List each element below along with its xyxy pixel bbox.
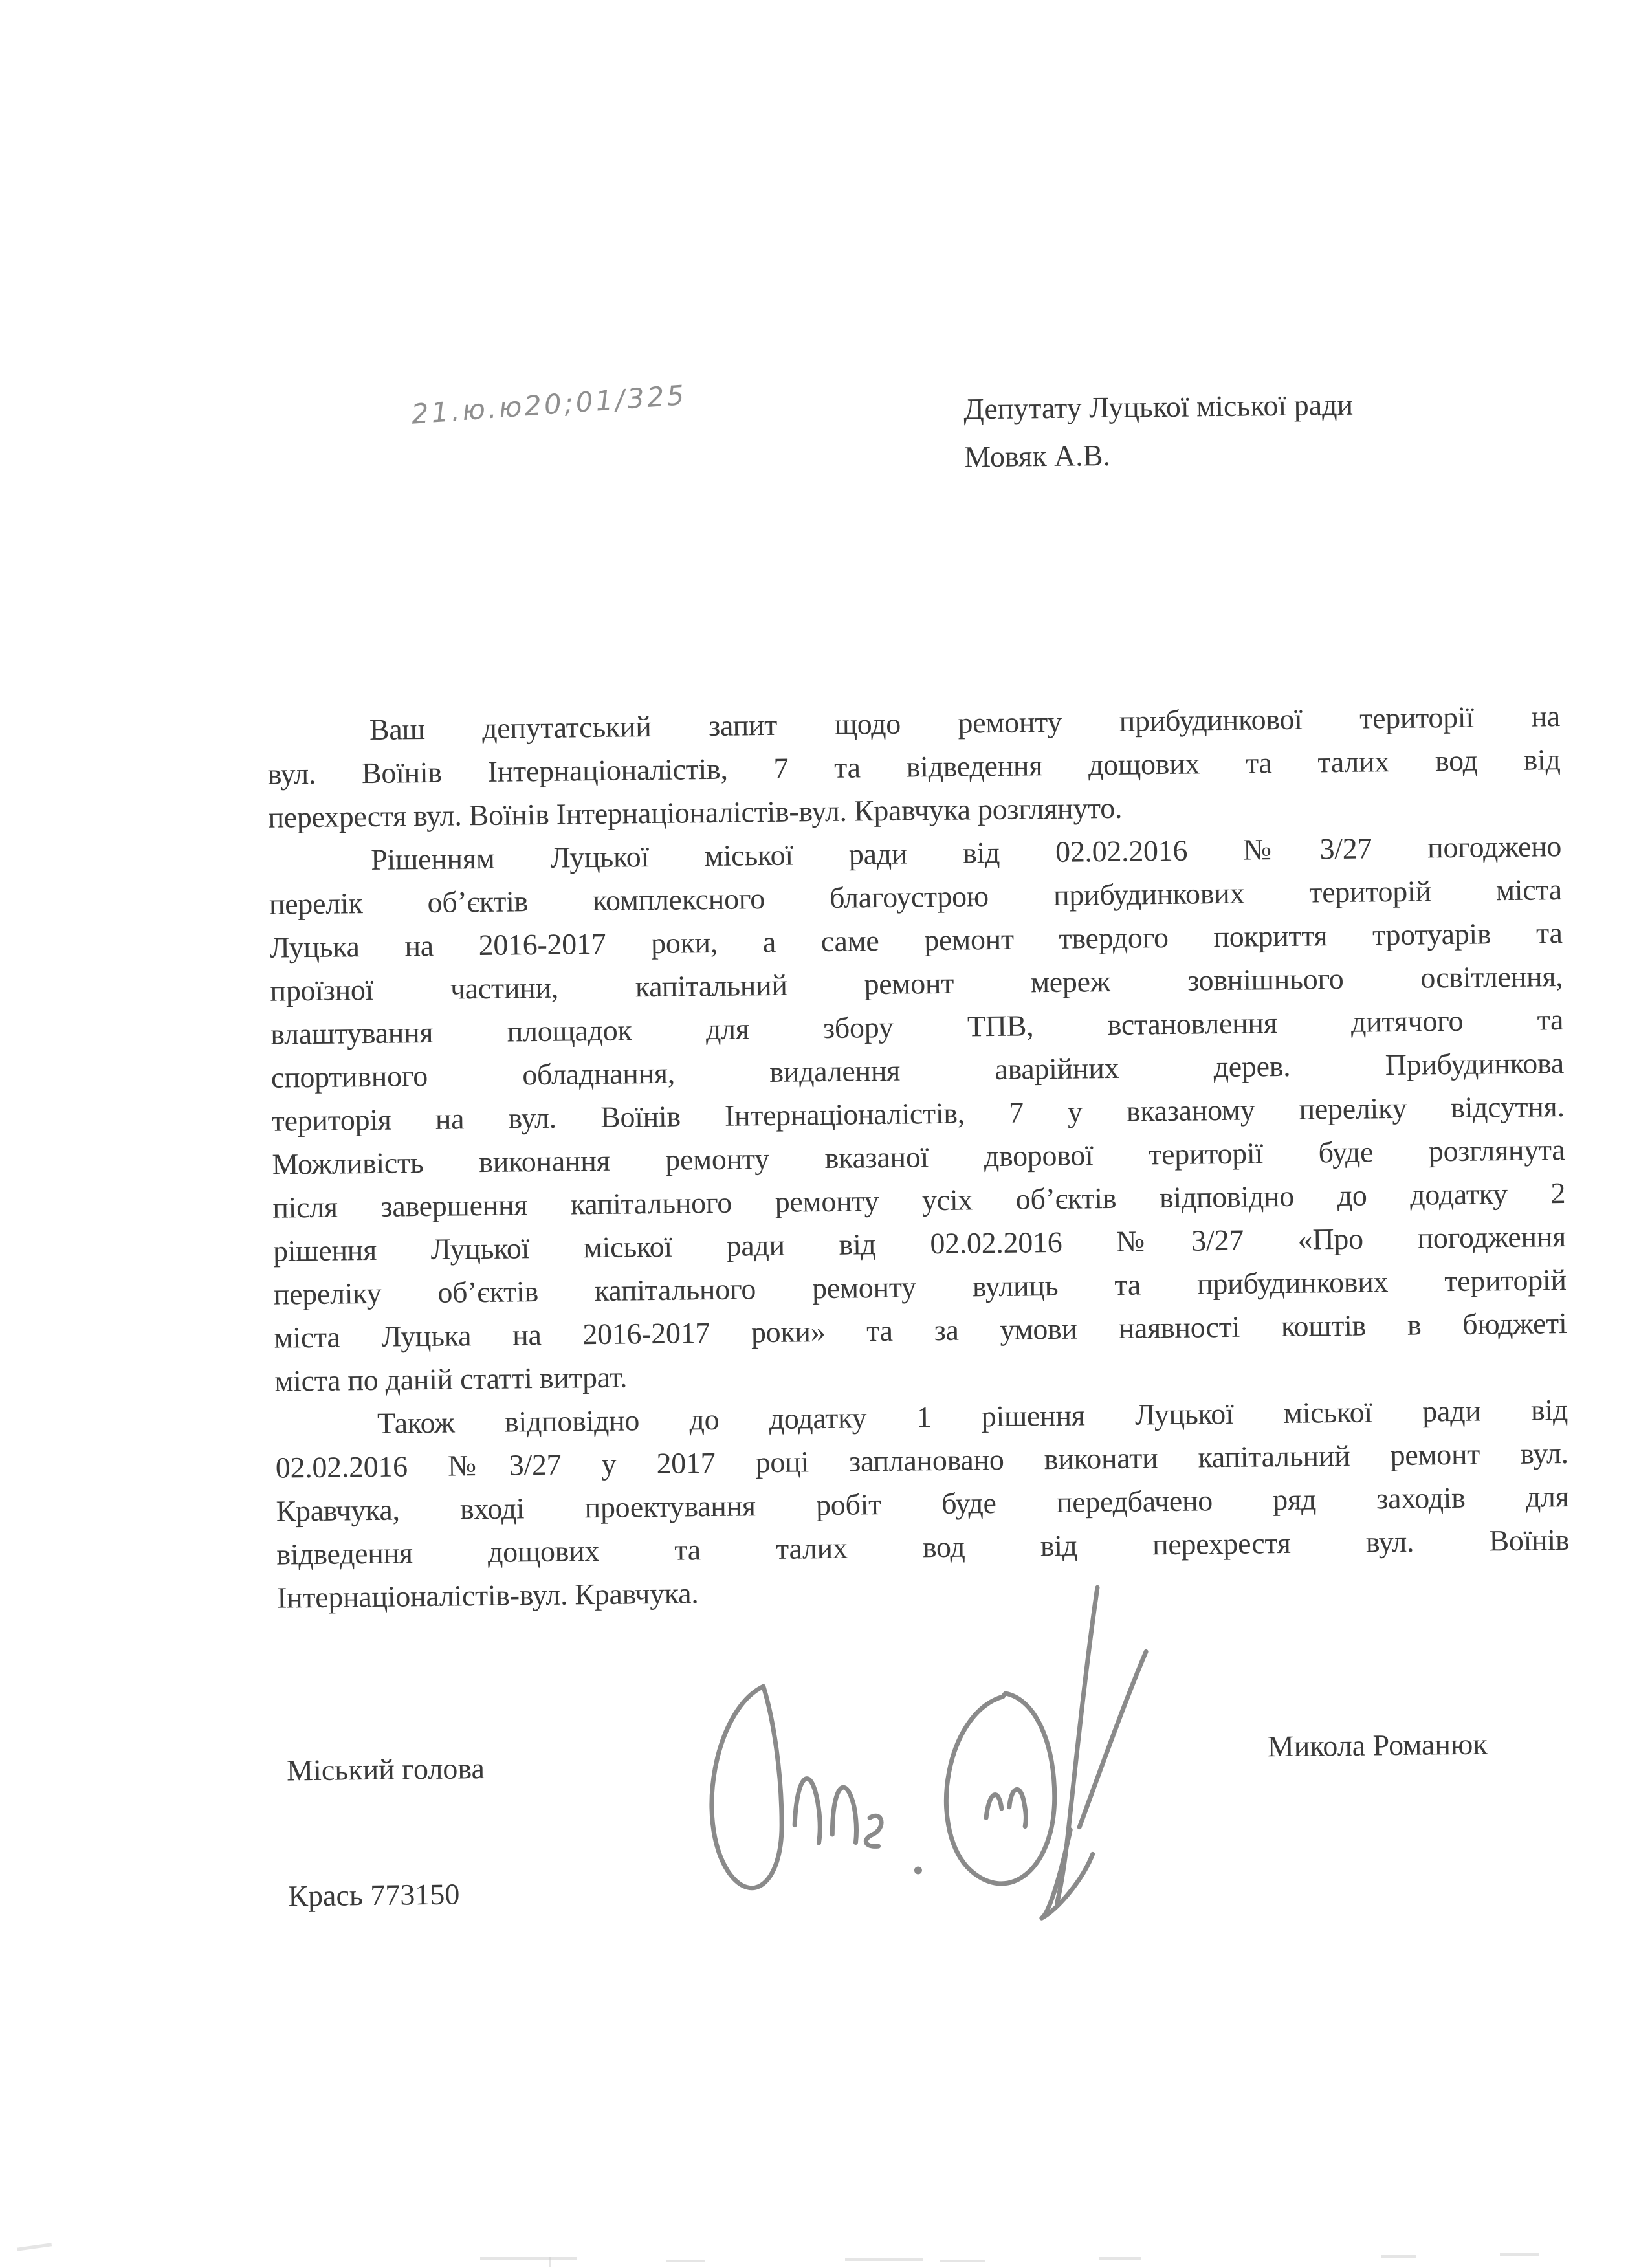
- scan-artifact: [1500, 2253, 1539, 2256]
- paragraph: [269, 824, 1568, 1403]
- text-line: міста Луцька на 2016-2017 роки» та за умови наявності коштів в бюджеті: [274, 1306, 1567, 1354]
- scan-artifact: [1099, 2257, 1141, 2260]
- text-line: спортивного обладнання, видалення аварійних дерев. Прибудинкова: [270, 1046, 1565, 1094]
- text-line: проїзної частини, капітальний ремонт мереж зовнішнього освітлення,: [270, 960, 1563, 1007]
- scan-artifact: [480, 2257, 577, 2260]
- text-line: Можливість виконання ремонту вказаної дворової території буде розглянута: [272, 1133, 1565, 1181]
- scan-artifact: [666, 2260, 705, 2262]
- signature-scribble-icon: [665, 1575, 1174, 1943]
- text-line: міста по даній статті витрат.: [274, 1360, 628, 1398]
- letter-body: [267, 694, 1570, 1620]
- text-line: Рішенням Луцької міської ради від 02.02.2016 №3/27 погоджено: [370, 830, 1562, 876]
- scan-artifact: [845, 2258, 923, 2261]
- text-line: рішення Луцької міської ради від 02.02.2016 №3/27 «Про погодження: [272, 1220, 1567, 1268]
- scan-artifact: [1381, 2255, 1416, 2258]
- text-line: Кравчука, вході проектування робіт буде передбачено ряд заходів для: [276, 1479, 1569, 1528]
- text-line: Ваш депутатський запит щодо ремонту прибудинкової території на: [369, 699, 1561, 746]
- text-line: після завершення капітального ремонту усіх об’єктів відповідно до додатку 2: [272, 1176, 1566, 1224]
- text-line: відведення дощових та талих вод від перехрестя вул. Воїнів: [276, 1523, 1570, 1571]
- scan-artifact: [549, 2257, 551, 2267]
- text-line: територія на вул. Воїнів Інтернаціоналістів, 7 у вказаному переліку відсутня.: [271, 1090, 1565, 1138]
- text-line: перелік об’єктів комплексного благоустрою прибудинкових територій міста: [269, 873, 1563, 921]
- text-line: перехрестя вул. Воїнів Інтернаціоналістів-вул. Кравчука розглянуто.: [268, 791, 1123, 834]
- text-line: переліку об’єктів капітального ремонту вулиць та прибудинкових територій: [273, 1263, 1567, 1311]
- text-line: вул. Воїнів Інтернаціоналістів, 7 та відведення дощових та талих вод від: [267, 743, 1561, 791]
- text-line: влаштування площадок для збору ТПВ, встановлення дитячого та: [270, 1003, 1564, 1051]
- text-line: Луцька на 2016-2017 роки, а саме ремонт твердого покриття тротуарів та: [269, 916, 1563, 964]
- recipient-line-2: Мовяк А.В.: [963, 438, 1111, 474]
- handwritten-registration-note: 21.ю.ю20;01/325: [410, 379, 688, 430]
- text-line: 02.02.2016 №3/27 у 2017 році заплановано виконати капітальний ремонт вул.: [275, 1437, 1568, 1484]
- scan-artifact: [940, 2260, 985, 2262]
- paragraph: [267, 694, 1561, 839]
- recipient-block: [963, 381, 1354, 481]
- text-line: Інтернаціоналістів-вул. Кравчука.: [276, 1576, 699, 1614]
- signer-name: Микола Романюк: [1267, 1727, 1488, 1763]
- text-line: Також відповідно до додатку 1 рішення Луцької міської ради від: [377, 1393, 1568, 1440]
- executor-reference: Крась 773150: [288, 1877, 460, 1913]
- signer-title: Міський голова: [286, 1752, 485, 1787]
- recipient-line-1: Депутату Луцької міської ради: [963, 388, 1354, 426]
